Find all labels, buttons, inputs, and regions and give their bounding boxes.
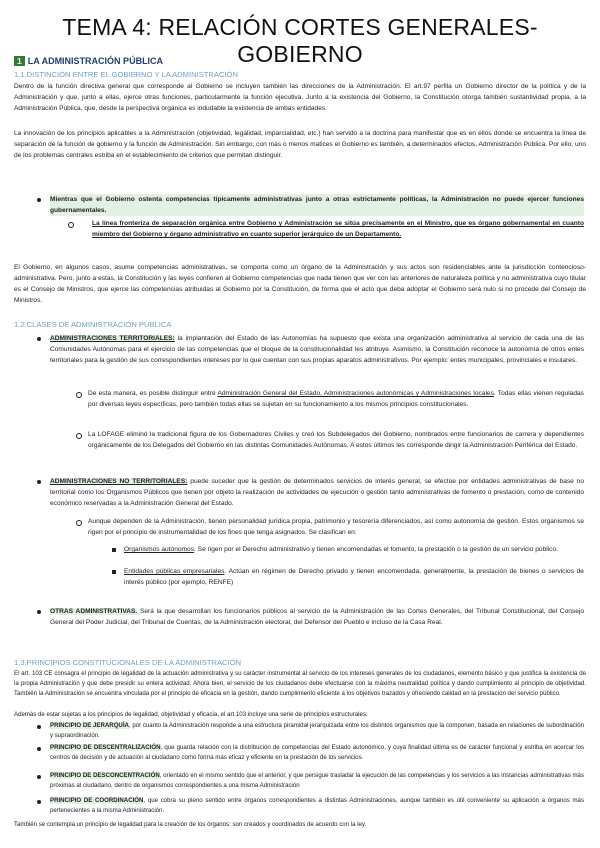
paragraph-3: El Gobierno, en algunos casos, asume competencias administrativas, se comporta como un órgano de la Administración y sus actos son residenciables ante la jurisdicción contencioso-administrativa. Pero, junto a estas, la Constitución y las leyes confieren al Gobierno competencias que nada tienen que ver con las anteriores de naturaleza política y no administrativa cuyo titular es el Consejo de Ministros, que ejerce las competencias atribuidas al Gobierno por la Constitución, de forma que el acto que deba adoptar el Gobierno será nulo si no procede del Consejo de Ministros. <box>14 264 586 304</box>
bullet-principio-coordinacion: PRINCIPIO DE COORDINACIÓN, que cobra su pleno sentido entre órganos correspondientes a distintas Administraciones, aunque también es útil conveniente su aplicación a órganos más pertenecientes a la misma Administración. <box>50 797 584 814</box>
page-title: TEMA 4: RELACIÓN CORTES GENERALES-GOBIERNO <box>62 14 538 67</box>
bullet-icon <box>37 775 41 779</box>
bullet-principio-jerarquia: PRINCIPIO DE JERARQUÍA, por cuanto la Administración responde a una estructura piramidal jerarquizada entre los distintos organismos que la componen, basada en relaciones de subordinación y supraordinación. <box>50 722 584 739</box>
bullet-linea-fronteriza: La línea fronteriza de separación orgánica entre Gobierno y Administración se sitúa precisamente en el Ministro, que es órgano gobernamental en cuanto miembro del Gobierno y órgano administrativo en cuanto superior jerárquico de un Departamento. <box>92 220 584 238</box>
circle-bullet-icon <box>76 392 82 398</box>
square-bullet-icon <box>112 570 116 574</box>
bullet-organismos-autonomos: Organismos autónomos. Se rigen por el Derecho administrativo y tienen encomendadas el fomento, la prestación o la gestión de un servicio público. <box>124 546 558 553</box>
subheading-1-2: 1.2.CLASES DE ADMINISTRACIÓN PÚBLICA <box>14 320 172 329</box>
paragraph-4: El art. 103 CE consagra el principio de legalidad de la actuación administrativa y su carácter instrumental al servicio de los intereses generales de los ciudadanos, elemento básico y que justifica la existencia de la propia Administración y que debe presidir su entera actividad. Ahora bien, el servicio de los ciudadanos debe efectuarse con la máxima neutralidad política y dando cumplimiento al principio de objetividad. También la Administración se encuentra vinculada por el principio de eficacia en la gestión, dando cumplimiento eficiente a los objetivos trazados y ofreciendo calidad en la prestación del servicio público. <box>14 670 586 697</box>
bullet-principio-desconcentracion: PRINCIPIO DE DESCONCENTRACIÓN, orientado en el mismo sentido que el anterior, y que persigue trasladar la ejecución de las competencias y los servicios a las instancias administrativas más próximas al ciudadano, dentro de organismos correspondientes a una misma Administración <box>50 772 584 789</box>
bullet-administraciones-no-territoriales: ADMINISTRACIONES NO TERRITORIALES: puede suceder que la gestión de determinados servicios de interés general, se efectúe por entidades administrativas de base no territorial como los Organismos Públicos que tienen por objeto la realización de actividades de ejecución o gestión tanto administrativas de fomento o prestación, como de contenido económico reservadas a la Administración General del Estado. <box>50 478 585 507</box>
bullet-organismos-dependencia: Aunque dependen de la Administración, tienen personalidad jurídica propia, patrimonio y tesorería diferenciados, así como autonomía de gestión. Estos organismos se rigen por el principio de instrumentalidad de los fines que tenga asignados. Se clasifican en: <box>88 518 584 536</box>
circle-bullet-icon <box>76 433 82 439</box>
paragraph-5: Además de estar sujetas a los principios de legalidad, objetividad y eficacia, el art.103 incluye una serie de principios estructurales: <box>14 711 368 718</box>
bullet-icon <box>37 800 41 804</box>
bullet-gobierno-competencias: Mientras que el Gobierno ostenta competencias típicamente administrativas junto a otras estrictamente políticas, la Administración no puede ejercer funciones gubernamentales. <box>50 196 584 214</box>
bullet-icon <box>37 725 41 729</box>
circle-bullet-icon <box>68 222 74 228</box>
section-number: 1 <box>14 56 25 66</box>
bullet-icon <box>37 747 41 751</box>
bullet-icon <box>37 610 41 614</box>
bullet-icon <box>37 198 41 202</box>
circle-bullet-icon <box>76 520 82 526</box>
bullet-otras-administrativas: OTRAS ADMINISTRATIVAS. Será la que desarrollan los funcionarios públicos al servicio de la Administración de las Cortes Generales, del Tribunal Constitucional, del Consejo General del Poder Judicial, del Tribunal de Cuentas, de la Administración electoral, del Defensor del Pueblo e incluso de la Casa Real. <box>50 608 584 626</box>
bullet-icon <box>37 337 41 341</box>
bullet-lofage: La LOFAGE eliminó la tradicional figura de los Gobernadores Civiles y creó los Subdelegados del Gobierno, nombrados entre funcionarios de carrera y dependientes orgánicamente de los Delegados del Gobierno en las distintas Comunidades Autónomas. A estos últimos les corresponde dirigir la Administración Periférica del Estado. <box>88 431 584 449</box>
paragraph-1: Dentro de la función directiva general que corresponde al Gobierno se incluyen también las direcciones de la Administración. El art.97 perfila un Gobierno director de la política y de la Administración y que, junto a ellas, ejerce otras funciones, particularmente la función ejecutiva. Junto a la existencia del Gobierno, la Constitución otorga también sustantividad propia, a la Administración Pública, que, desde la perspectiva orgánica es indudable la existencia de ambas entidades. <box>14 83 586 112</box>
subheading-1-3: 1.3.PRINCIPIOS CONSTITUCIONALES DE LA ADMINISTRACIÓN <box>14 658 242 667</box>
bullet-principio-descentralizacion: PRINCIPIO DE DESCENTRALIZACIÓN, que guarda relación con la distribución de competencias del Estado autonómico, y cuya finalidad última es de carácter funcional y estriba en acercar los centros de decisión y de actuación al ciudadano como forma más eficaz y eficiente en la prestación de los servicios. <box>50 744 585 761</box>
square-bullet-icon <box>112 548 116 552</box>
section-heading-1 <box>14 56 163 66</box>
bullet-entidades-publicas: Entidades públicas empresariales. Actúan en régimen de Derecho privado y tienen encomendada, generalmente, la prestación de bienes o servicios de interés público (por ejemplo, RENFE) <box>124 568 584 586</box>
paragraph-6: También se contempla un principio de legalidad para la creación de los órganos: son creados y coordinados de acuerdo con la ley. <box>14 821 367 828</box>
bullet-icon <box>37 480 41 484</box>
bullet-administraciones-territoriales: ADMINISTRACIONES TERRITORIALES: la implantación del Estado de las Autonomías ha supuesto que exista una organización administrativa al servicio de cada una de las Comunidades Autónomas para el ejercicio de las competencias que el bloque de la constitucionalidad les atribuye. Asimismo, la Constitución reconoce la autonomía de otros entes territoriales para la gestión de sus correspondientes intereses por lo que cuentan con sus propias aparatos administrativos. Por ejemplo: entes municipales, provinciales e insulares. <box>50 335 585 364</box>
section-label: LA ADMINISTRACIÓN PÚBLICA <box>27 56 164 66</box>
paragraph-2: La innovación de los principios aplicables a la Administración (objetividad, legalidad, imparcialidad, etc.) han servido a la doctrina para manifestar que es en ellos donde se encuentra la línea de separación de la función de gobierno y la función de Administración. Sin embargo, con más o menos matices el Gobierno es también, a determinados efectos, Administración Pública. Por ello, uno de los problemas centrales estriba en el establecimiento de criterios que permitan distinguir. <box>14 130 586 159</box>
subheading-1-1: 1.1.DISTINCIÓN ENTRE EL GOBIERNO Y LA ADMINISTRACIÓN <box>14 70 238 79</box>
bullet-distinguir-administraciones: De esta manera, es posible distinguir entre Administración General del Estado, Administraciones autonómicas y Administraciones locales. Todas ellas vienen reguladas por diversas leyes específicas, pero también todas ellas se sujetan en su funcionamiento a los mismos principios constitucionales. <box>88 390 584 408</box>
